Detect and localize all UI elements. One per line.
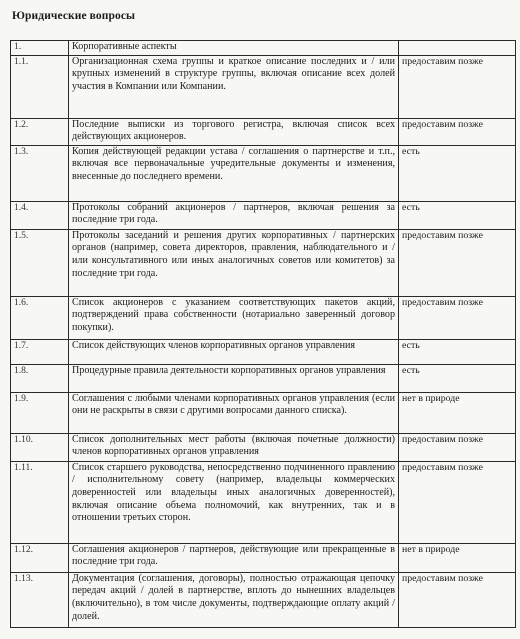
table-row [11,55,516,118]
row-status: предоставим позже [399,296,516,339]
row-description: Список дополнительных мест работы (включая почетные должности) членов корпоративных органов управления [69,433,399,461]
row-description: Протоколы заседаний и решения других корпоративных / партнерских органов (например, совета директоров, правления, наблюдательного и / или консультативного или иных аналогичных советов или комитетов) за последние три года. [69,229,399,296]
row-number: 1. [11,41,69,56]
row-status: есть [399,145,516,201]
row-description: Копия действующей редакции устава / соглашения о партнерстве и т.п., включая все первоначальные учредительные документы и изменения, внесенные до последнего времени. [69,145,399,201]
table-row [11,461,516,543]
table-row [11,543,516,572]
table-row [11,433,516,461]
table-row [11,229,516,296]
row-description: Процедурные правила деятельности корпоративных органов управления [69,364,399,392]
row-number: 1.13. [11,572,69,627]
row-status: предоставим позже [399,229,516,296]
legal-questions-table [10,40,516,628]
table-row [11,145,516,201]
row-description: Список акционеров с указанием соответствующих пакетов акций, подтверждений права собственности (нотариально заверенный договор покупки). [69,296,399,339]
row-status: предоставим позже [399,572,516,627]
table-row [11,118,516,145]
row-number: 1.6. [11,296,69,339]
row-description: Организационная схема группы и краткое описание последних и / или крупных изменений в структуре группы, включая описание всех долей участия в Компании или Компании. [69,55,399,118]
row-status: нет в природе [399,392,516,433]
row-status: есть [399,201,516,229]
row-status [399,41,516,56]
row-status: нет в природе [399,543,516,572]
table-row [11,296,516,339]
table-row [11,41,516,56]
row-number: 1.3. [11,145,69,201]
table-row [11,572,516,627]
row-number: 1.9. [11,392,69,433]
row-description: Корпоративные аспекты [69,41,399,56]
row-description: Последние выписки из торгового регистра, включая список всех действующих акционеров. [69,118,399,145]
row-description: Список старшего руководства, непосредственно подчиненного правлению / исполнительному совету (например, владельцы коммерческих доверенностей или владельцы иных аналогичных доверенностей), включая описание объема полномочий, как внутренних, так и в отношении третьих сторон. [69,461,399,543]
row-description: Соглашения акционеров / партнеров, действующие или прекращенные в последние три года. [69,543,399,572]
row-number: 1.8. [11,364,69,392]
row-description: Соглашения с любыми членами корпоративных органов управления (если они не раскрыты в связи с другими вопросами данного списка). [69,392,399,433]
row-status: предоставим позже [399,118,516,145]
row-number: 1.11. [11,461,69,543]
row-description: Протоколы собраний акционеров / партнеров, включая решения за последние три года. [69,201,399,229]
row-description: Список действующих членов корпоративных органов управления [69,339,399,364]
table-row [11,392,516,433]
row-status: предоставим позже [399,461,516,543]
row-number: 1.4. [11,201,69,229]
row-status: есть [399,339,516,364]
row-number: 1.7. [11,339,69,364]
table-row [11,201,516,229]
row-description: Документация (соглашения, договоры), полностью отражающая цепочку передач акций / долей в партнерстве, вплоть до нынешних владельцев (включительно), в том числе документы, подтверждающие оплату акций / долей. [69,572,399,627]
row-status: есть [399,364,516,392]
row-number: 1.1. [11,55,69,118]
row-number: 1.12. [11,543,69,572]
row-status: предоставим позже [399,433,516,461]
table-row [11,364,516,392]
table-row [11,339,516,364]
section-heading: Юридические вопросы [12,10,136,22]
row-number: 1.10. [11,433,69,461]
row-status: предоставим позже [399,55,516,118]
row-number: 1.2. [11,118,69,145]
row-number: 1.5. [11,229,69,296]
